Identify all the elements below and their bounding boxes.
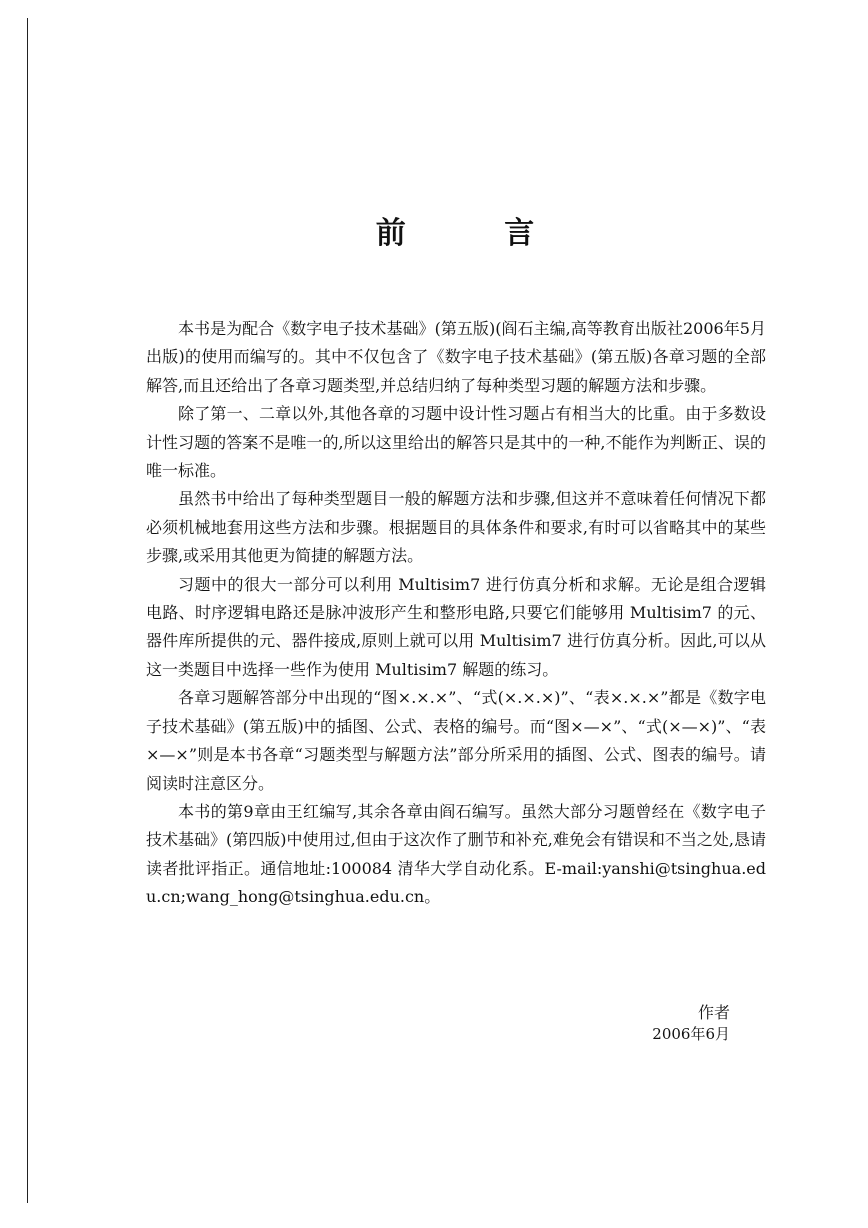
page-margin-line bbox=[27, 18, 28, 1203]
paragraph-1: 本书是为配合《数字电子技术基础》(第五版)(阎石主编,高等教育出版社2006年5月出版)的使用而编写的。其中不仅包含了《数字电子技术基础》(第五版)各章习题的全部解答,而且还给出了各章习题类型,并总结归纳了每种类型习题的解题方法和步骤。 bbox=[146, 319, 766, 395]
paragraph-4: 习题中的很大一部分可以利用 Multisim7 进行仿真分析和求解。无论是组合逻辑电路、时序逻辑电路还是脉冲波形产生和整形电路,只要它们能够用 Multisim7 的元、器件库所提供的元、器件接成,原则上就可以用 Multisim7 进行仿真分析。因此,可以从这一类题目中选择一些作为使用 Multisim7 解题的练习。 bbox=[146, 574, 766, 679]
author-signature: 作者 bbox=[697, 1003, 730, 1022]
page-title: 前 言 bbox=[375, 216, 579, 251]
paragraph-5: 各章习题解答部分中出现的“图×.×.×”、“式(×.×.×)”、“表×.×.×”都是《数字电子技术基础》(第五版)中的插图、公式、表格的编号。而“图×—×”、“式(×—×)”、“表×—×”则是本书各章“习题类型与解题方法”部分所采用的插图、公式、图表的编号。请阅读时注意区分。 bbox=[146, 688, 766, 793]
signature-date: 2006年6月 bbox=[652, 1025, 730, 1043]
paragraph-3: 虽然书中给出了每种类型题目一般的解题方法和步骤,但这并不意味着任何情况下都必须机械地套用这些方法和步骤。根据题目的具体条件和要求,有时可以省略其中的某些步骤,或采用其他更为简捷的解题方法。 bbox=[146, 489, 766, 566]
paragraph-2: 除了第一、二章以外,其他各章的习题中设计性习题占有相当大的比重。由于多数设计性习题的答案不是唯一的,所以这里给出的解答只是其中的一种,不能作为判断正、误的唯一标准。 bbox=[146, 404, 766, 481]
paragraph-6: 本书的第9章由王红编写,其余各章由阎石编写。虽然大部分习题曾经在《数字电子技术基础》(第四版)中使用过,但由于这次作了删节和补充,难免会有错误和不当之处,恳请读者批评指正。通信地址:100084 清华大学自动化系。E-mail:yanshi@tsinghua.edu.cn;wang_hong@tsinghua.edu.cn。 bbox=[146, 801, 766, 907]
preface-body bbox=[146, 315, 766, 912]
